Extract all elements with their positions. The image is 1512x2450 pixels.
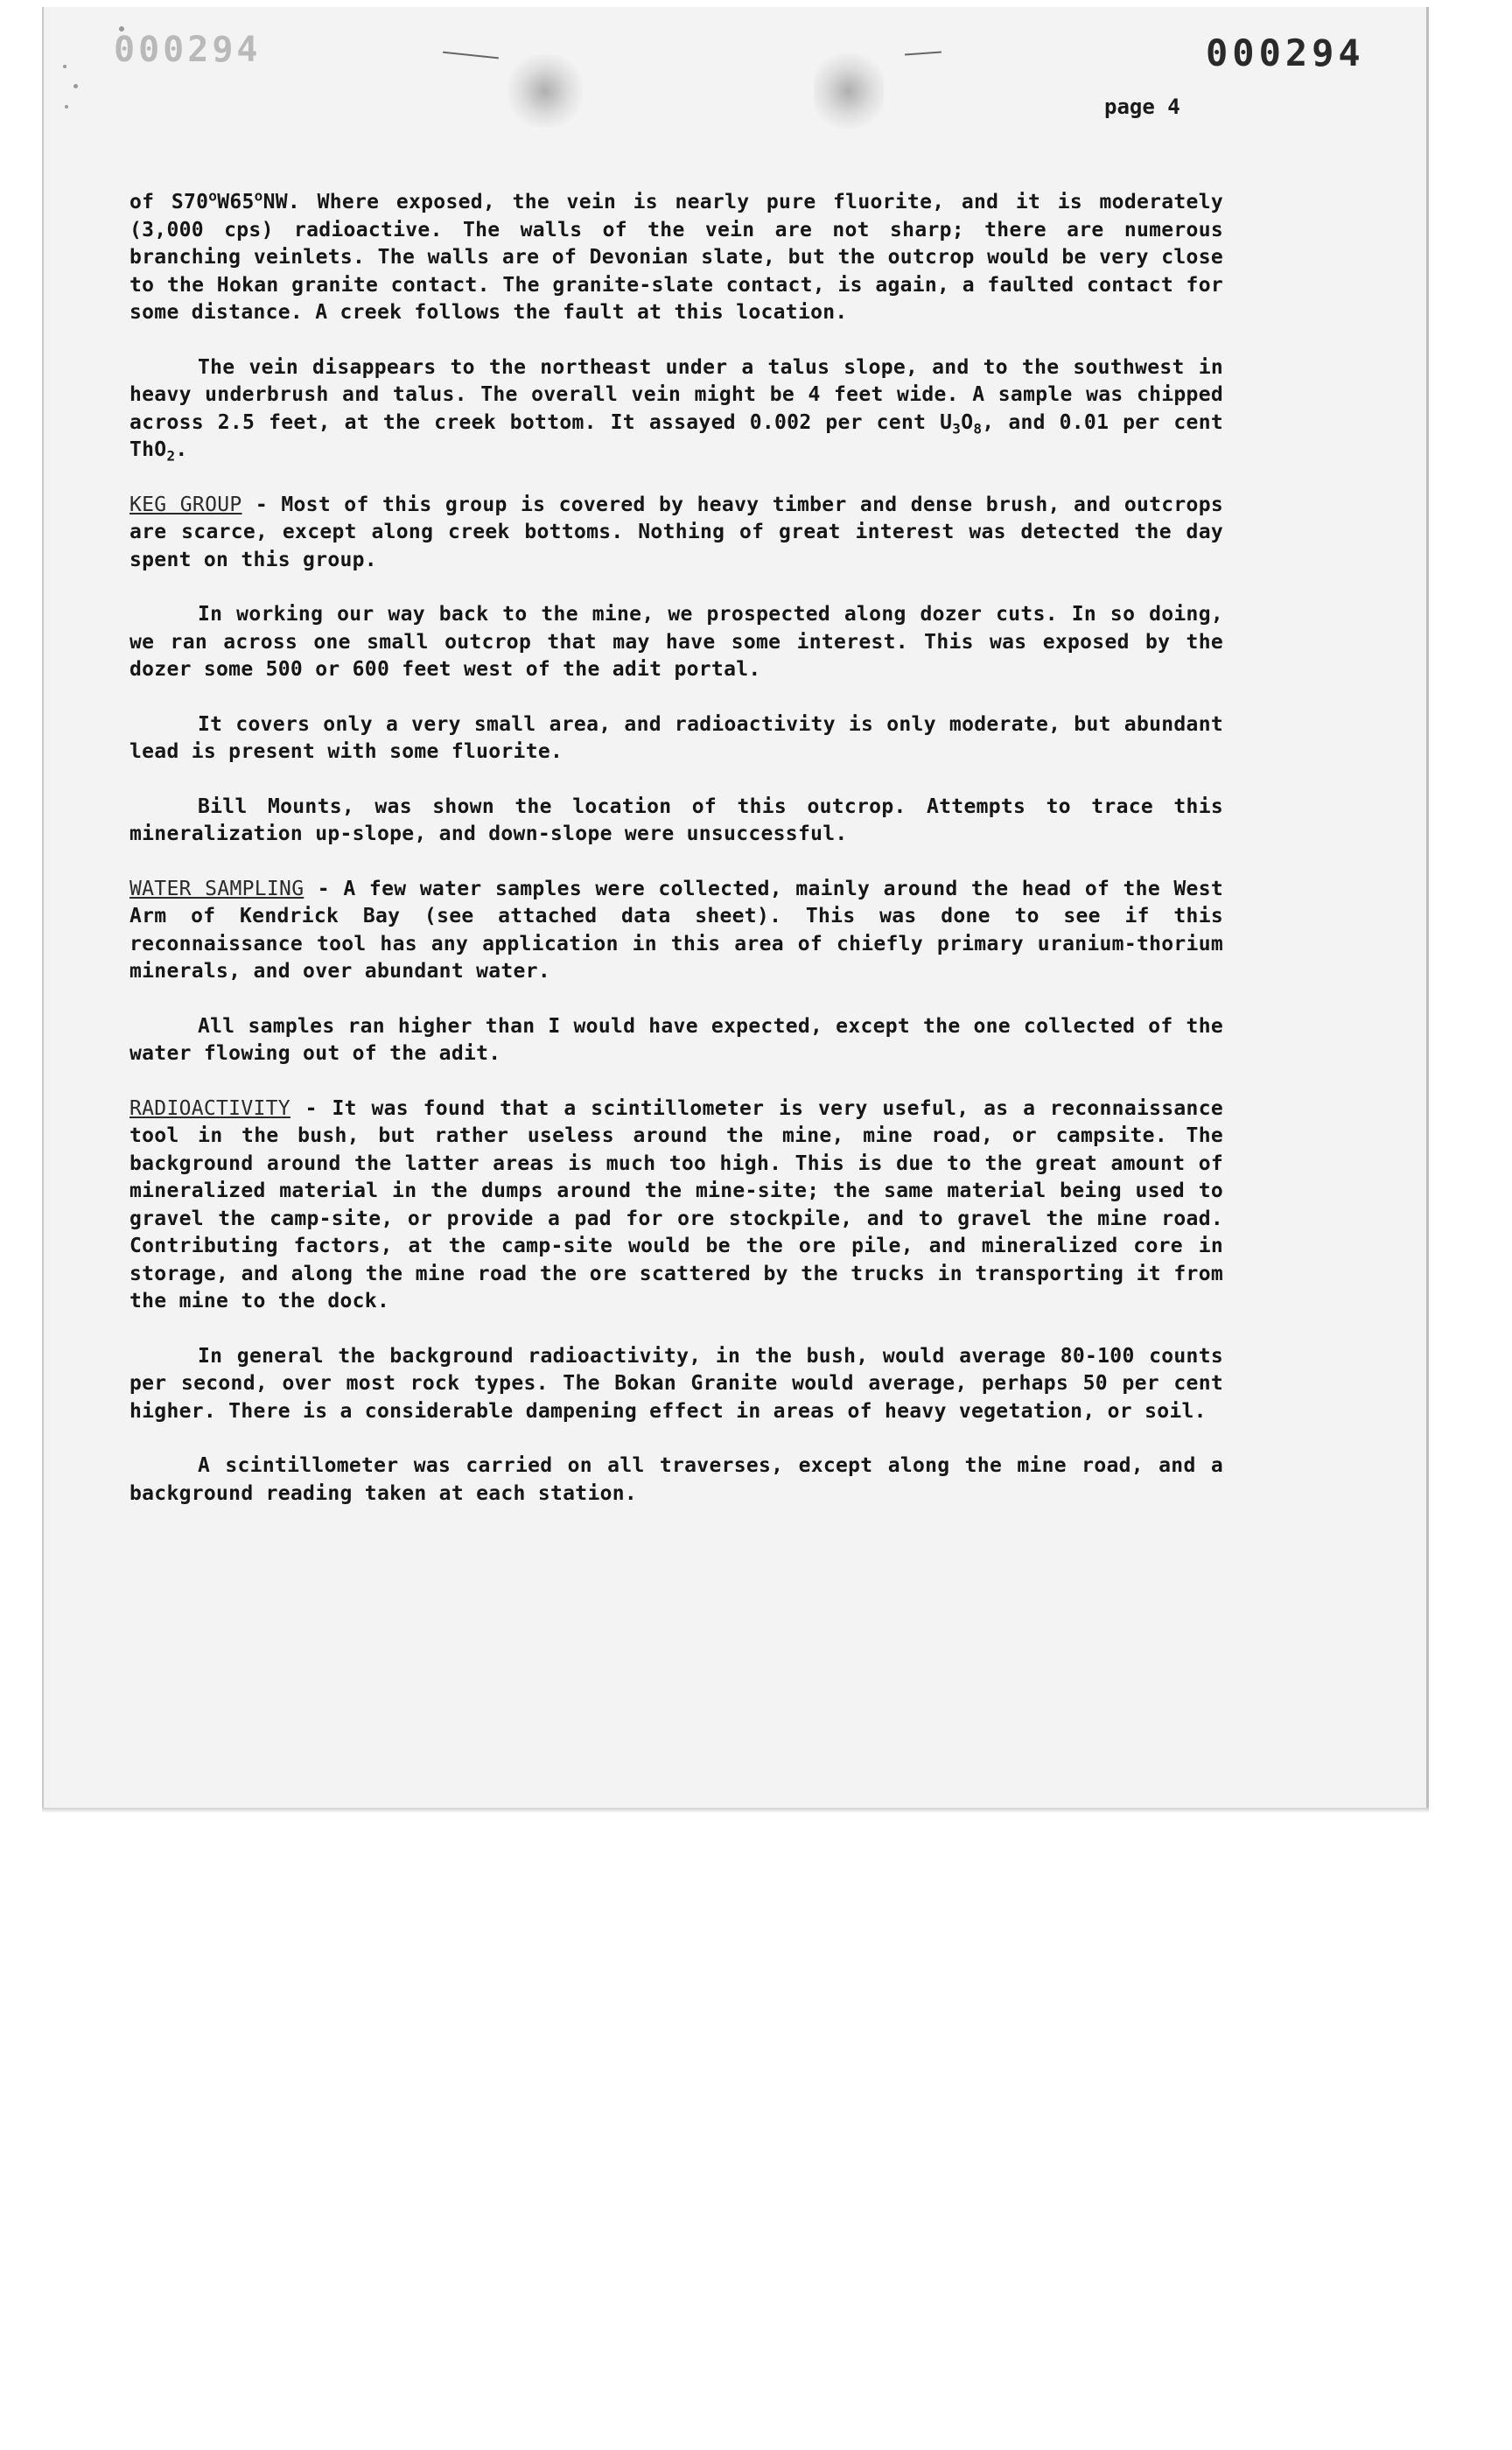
section-heading: WATER SAMPLING: [130, 877, 304, 900]
paragraph: [130, 189, 1223, 327]
paragraph-text: , and 0.01 per cent ThO: [130, 410, 1223, 461]
paragraph: [130, 876, 1223, 986]
scan-speck: [63, 65, 66, 68]
paragraph-text: .: [175, 438, 188, 461]
paragraph-text: - Most of this group is covered by heavy timber and dense brush, and outcrops are scarce, except along creek bottoms. Nothing of great interest was detected the day spent on this group.: [130, 493, 1223, 571]
paragraph: [130, 794, 1223, 849]
scan-smudge: [814, 51, 884, 131]
paragraph-text: Bill Mounts, was shown the location of this outcrop. Attempts to trace this mineralization up-slope, and down-slope were unsuccessful.: [130, 794, 1223, 845]
paragraph-text: The vein disappears to the northeast under a talus slope, and to the southwest in heavy underbrush and talus. The overall vein might be 4 feet wide. A sample was chipped across 2.5 feet, at the creek bottom. It assayed 0.002 per cent U: [130, 355, 1223, 434]
section-heading: RADIOACTIVITY: [130, 1096, 290, 1120]
subscript: 8: [973, 420, 983, 438]
paragraph: [130, 1013, 1223, 1068]
paragraph-text: In working our way back to the mine, we prospected along dozer cuts. In so doing, we ran across one small outcrop that may have some interest. This was exposed by the dozer some 500 or 600 feet west of the adit portal.: [130, 603, 1223, 681]
page-number: page 4: [1104, 94, 1180, 119]
paragraph: [130, 354, 1223, 465]
paragraph-text: - It was found that a scintillometer is very useful, as a reconnaissance tool in the bush, but rather useless around the mine, mine road, or campsite. The background around the latter areas is much too high. This is due to the great amount of mineralized material in the dumps around the mine-site; the same material being used to gravel the camp-site, or provide a pad for ore stockpile, and to gravel the mine road. Contributing factors, at the camp-site would be the ore pile, and mineralized core in storage, and along the mine road the ore scattered by the trucks in transporting it from the mine to the dock.: [130, 1096, 1223, 1312]
subscript: 2: [166, 447, 176, 465]
faded-document-stamp: 000294: [114, 30, 262, 70]
document-body: [130, 189, 1223, 1535]
page-bottom-edge: [42, 1808, 1429, 1813]
paragraph: [130, 1096, 1223, 1316]
paragraph-text: It covers only a very small area, and radioactivity is only moderate, but abundant lead is present with some fluorite.: [130, 712, 1223, 763]
subscript: 3: [952, 420, 962, 438]
section-heading: KEG GROUP: [130, 493, 242, 516]
paragraph-text: of S70: [130, 191, 209, 214]
paragraph-text: A scintillometer was carried on all traverses, except along the mine road, and a background reading taken at each station.: [130, 1454, 1223, 1505]
paragraph: [130, 1452, 1223, 1508]
paragraph-text: O: [961, 410, 974, 434]
document-stamp-number: 000294: [1206, 32, 1365, 74]
paragraph: [130, 711, 1223, 766]
degree-symbol: o: [254, 187, 263, 205]
paragraph-text: NW. Where exposed, the vein is nearly pure fluorite, and it is moderately (3,000 cps) radioactive. The walls of the vein are not sharp; there are numerous branching veinlets. The walls are of Devonian slate, but the outcrop would be very close to the Hokan granite contact. The granite-slate contact, is again, a faulted contact for some distance. A creek follows the fault at this location.: [130, 191, 1223, 324]
scan-speck: [74, 84, 78, 88]
paragraph-text: - A few water samples were collected, mainly around the head of the West Arm of Kendrick Bay (see attached data sheet). This was done to see if this reconnaissance tool has any application in this area of chiefly primary uranium-thorium minerals, and over abundant water.: [130, 877, 1223, 983]
paragraph-text: In general the background radioactivity, in the bush, would average 80-100 counts per second, over most rock types. The Bokan Granite would average, perhaps 50 per cent higher. There is a considerable dampening effect in areas of heavy vegetation, or soil.: [130, 1344, 1223, 1423]
paragraph: [130, 601, 1223, 684]
paragraph: [130, 1343, 1223, 1426]
scan-speck: [65, 105, 68, 108]
degree-symbol: o: [208, 187, 218, 205]
paragraph-text: W65: [217, 191, 255, 214]
paragraph-text: All samples ran higher than I would have expected, except the one collected of the water flowing out of the adit.: [130, 1014, 1223, 1065]
scan-smudge: [508, 54, 583, 128]
paragraph: [130, 492, 1223, 575]
